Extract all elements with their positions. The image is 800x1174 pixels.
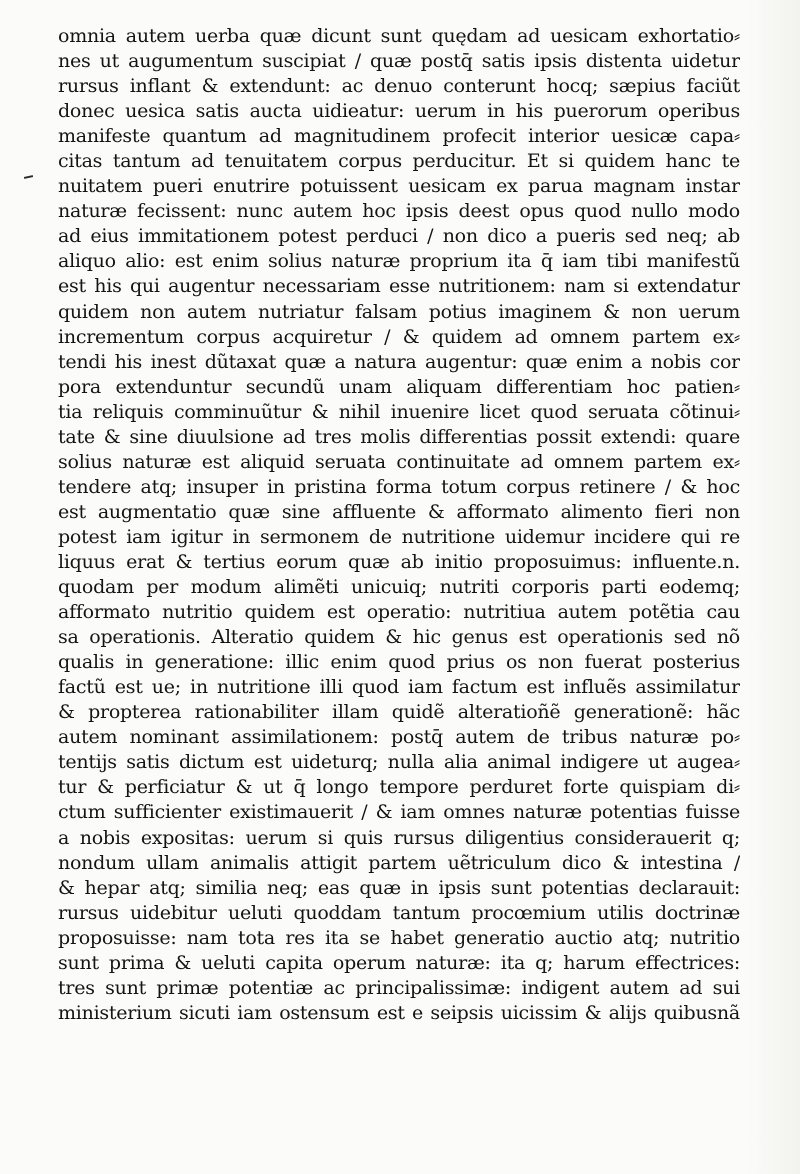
text-line: qualis in generatione: illic enim quod prius os non fuerat posterius (58, 651, 740, 674)
text-line: rursus uidebitur ueluti quoddam tantum procœmium utilis doctrinæ (58, 901, 740, 924)
text-line: a nobis expositas: uerum si quis rursus diligentius considerauerit q; (58, 826, 740, 849)
text-line: manifeste quantum ad magnitudinem profecit interior uesicæ capa⸗ (58, 125, 740, 148)
text-line: donec uesica satis aucta uidieatur: uerum in his puerorum operibus (58, 100, 740, 123)
text-line: solius naturæ est aliquid seruata continuitate ad omnem partem ex⸗ (58, 450, 740, 473)
text-line: tia reliquis comminuũtur & nihil inuenire licet quod seruata cõtinui⸗ (58, 400, 740, 423)
text-line: aliquo alio: est enim solius naturæ proprium ita q̄ iam tibi manifestũ (58, 250, 740, 273)
text-line: omnia autem uerba quæ dicunt sunt quędam ad uesicam exhortatio⸗ (58, 25, 740, 47)
margin-mark (24, 175, 33, 179)
text-line: potest iam igitur in sermonem de nutritione uidemur incidere qui re (58, 525, 740, 548)
text-line: rursus inflant & extendunt: ac denuo conterunt hocq; sæpius faciũt (58, 75, 740, 98)
text-line: est his qui augentur necessariam esse nutritionem: nam si extendatur (58, 275, 740, 298)
text-line: sa operationis. Alteratio quidem & hic genus est operationis sed nõ (58, 626, 740, 649)
text-line: nuitatem pueri enutrire potuissent uesicam ex parua magnam instar (58, 175, 740, 198)
text-line: nes ut augumentum suscipiat / quæ postq̄ satis ipsis distenta uidetur (58, 50, 740, 73)
text-line: quidem non autem nutriatur falsam potius imaginem & non uerum (58, 300, 740, 323)
text-line: tentijs satis dictum est uideturq; nulla alia animal indigere ut augea⸗ (58, 751, 740, 774)
text-line: quodam per modum alimẽti unicuiq; nutriti corporis parti eodemq; (58, 576, 740, 599)
text-line: & propterea rationabiliter illam quidẽ alteratioñẽ generationẽ: hãc (58, 701, 740, 724)
text-line: citas tantum ad tenuitatem corpus perducitur. Et si quidem hanc te (58, 150, 740, 173)
text-line: naturæ fecissent: nunc autem hoc ipsis deest opus quod nullo modo (58, 200, 740, 223)
text-line: ministerium sicuti iam ostensum est e seipsis uicissim & alijs quibusnã (58, 1001, 740, 1024)
text-line: tres sunt primæ potentiæ ac principalissimæ: indigent autem ad sui (58, 976, 740, 999)
text-line: ctum sufficienter existimauerit / & iam omnes naturæ potentias fuisse (58, 801, 740, 824)
text-line: proposuisse: nam tota res ita se habet generatio auctio atq; nutritio (58, 926, 740, 949)
text-line: afformato nutritio quidem est operatio: nutritiua autem potẽtia cau (58, 601, 740, 624)
text-line: pora extenduntur secundũ unam aliquam differentiam hoc patien⸗ (58, 375, 740, 398)
text-line: tate & sine diuulsione ad tres molis differentias possit extendi: quare (58, 425, 740, 448)
text-line: nondum ullam animalis attigit partem uẽtriculum dico & intestina / (58, 851, 740, 874)
text-line: tendi his inest dũtaxat quæ a natura augentur: quæ enim a nobis cor (58, 350, 740, 373)
text-line: ad eius immitationem potest perduci / non dico a pueris sed neq; ab (58, 225, 740, 248)
text-line: & hepar atq; similia neq; eas quæ in ipsis sunt potentias declarauit: (58, 876, 740, 899)
text-line: tendere atq; insuper in pristina forma totum corpus retinere / & hoc (58, 475, 740, 498)
text-line: factũ est ue; in nutritione illi quod iam factum est influẽs assimilatur (58, 676, 740, 699)
text-line: liquus erat & tertius eorum quæ ab initio proposuimus: influente.n. (58, 550, 740, 573)
text-line: autem nominant assimilationem: postq̄ autem de tribus naturæ po⸗ (58, 726, 740, 749)
text-line: tur & perficiatur & ut q̄ longo tempore perduret forte quispiam di⸗ (58, 776, 740, 799)
text-line: incrementum corpus acquiretur / & quidem ad omnem partem ex⸗ (58, 325, 740, 348)
scan-edge-shadow (748, 0, 800, 1174)
text-line: sunt prima & ueluti capita operum naturæ: ita q; harum effectrices: (58, 951, 740, 974)
body-text (58, 24, 740, 1026)
text-line: est augmentatio quæ sine affluente & afformato alimento fieri non (58, 500, 740, 523)
